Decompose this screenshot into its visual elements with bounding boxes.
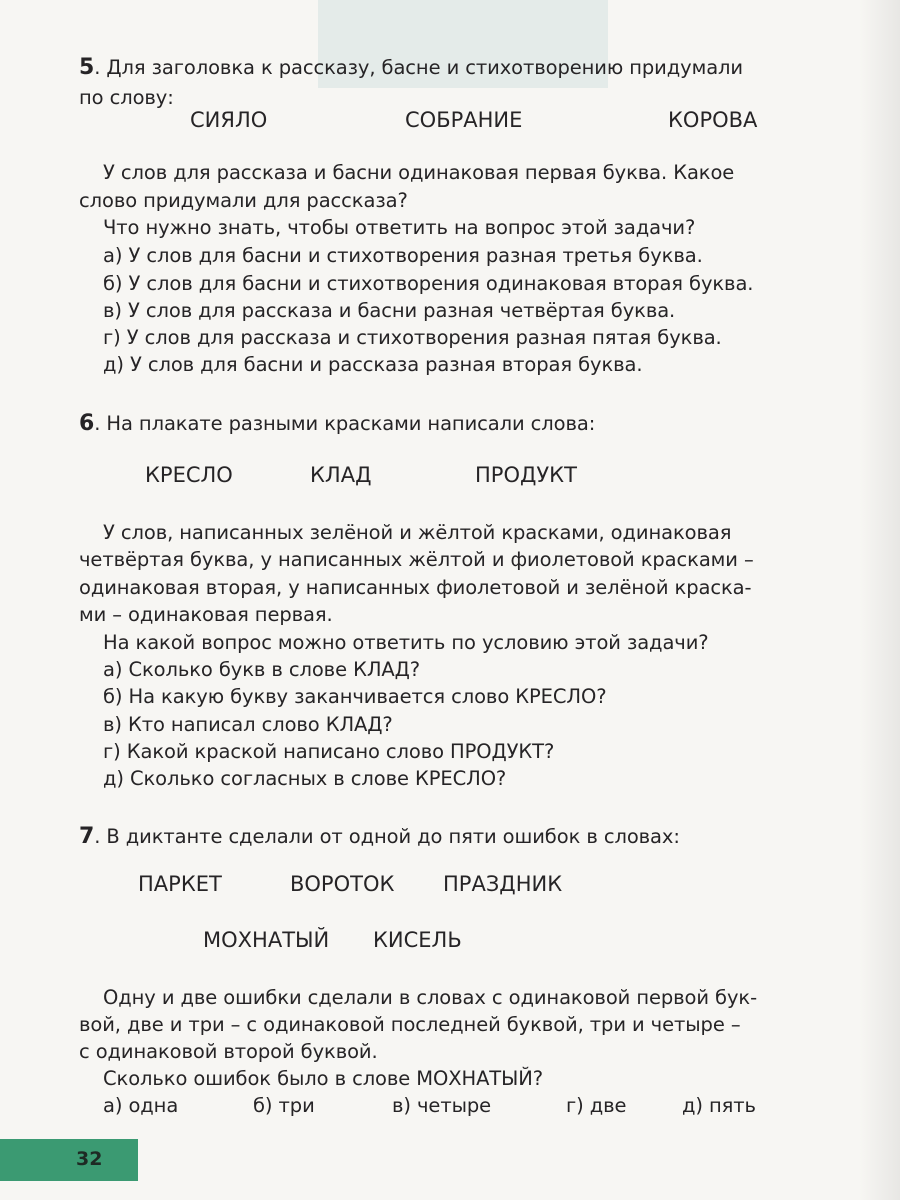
task7-option-g: г) две (566, 1094, 627, 1117)
task7-option-b: б) три (253, 1094, 315, 1117)
task6-number: 6 (79, 411, 95, 436)
page-number: 32 (76, 1148, 103, 1170)
task7-word-2: ВОРОТОК (290, 872, 395, 896)
task7-intro (79, 824, 680, 850)
task5-word-1: СИЯЛО (190, 108, 268, 132)
task7-condition-line1: Одну и две ошибки сделали в словах с одинаковой первой бук- (103, 986, 758, 1009)
task6-condition-line2: четвёртая буква, у написанных жёлтой и фиолетовой красками – (79, 548, 754, 571)
task7-condition-line3: с одинаковой второй буквой. (79, 1040, 378, 1063)
task7-word-4: МОХНАТЫЙ (203, 928, 330, 952)
task6-option-b: б) На какую букву заканчивается слово КРЕСЛО? (103, 685, 607, 708)
task7-word-3: ПРАЗДНИК (443, 872, 563, 896)
task5-intro-text: . Для заголовка к рассказу, басне и стихотворению придумали (94, 56, 743, 79)
task5-condition-line1: У слов для рассказа и басни одинаковая первая буква. Какое (103, 161, 735, 184)
task6-intro (79, 411, 595, 437)
task5-intro-line2: по слову: (79, 86, 174, 109)
task5-intro-line1 (79, 55, 743, 81)
task6-word-2: КЛАД (310, 463, 372, 487)
task7-option-v: в) четыре (392, 1094, 492, 1117)
task7-option-d: д) пять (682, 1094, 756, 1117)
task7-number: 7 (79, 824, 95, 849)
task7-word-1: ПАРКЕТ (138, 872, 222, 896)
task7-intro-text: . В диктанте сделали от одной до пяти ошибок в словах: (94, 825, 680, 848)
task6-option-a: а) Сколько букв в слове КЛАД? (103, 658, 421, 681)
task7-question: Сколько ошибок было в слове МОХНАТЫЙ? (103, 1067, 543, 1090)
task5-option-d: д) У слов для басни и рассказа разная вторая буква. (103, 353, 643, 376)
task6-word-3: ПРОДУКТ (475, 463, 577, 487)
task5-option-b: б) У слов для басни и стихотворения одинаковая вторая буква. (103, 272, 754, 295)
page-number-box (0, 1139, 138, 1181)
task6-condition-line1: У слов, написанных зелёной и жёлтой красками, одинаковая (103, 521, 732, 544)
task6-option-v: в) Кто написал слово КЛАД? (103, 713, 393, 736)
task5-word-2: СОБРАНИЕ (405, 108, 523, 132)
task5-option-g: г) У слов для рассказа и стихотворения разная пятая буква. (103, 326, 722, 349)
task6-word-1: КРЕСЛО (145, 463, 233, 487)
task5-number: 5 (79, 55, 95, 80)
task6-option-g: г) Какой краской написано слово ПРОДУКТ? (103, 740, 555, 763)
task5-word-3: КОРОВА (668, 108, 758, 132)
task6-condition-line3: одинаковая вторая, у написанных фиолетовой и зелёной краска- (79, 576, 752, 599)
task6-option-d: д) Сколько согласных в слове КРЕСЛО? (103, 767, 507, 790)
task6-condition-line4: ми – одинаковая первая. (79, 603, 333, 626)
task7-condition-line2: вой, две и три – с одинаковой последней буквой, три и четыре – (79, 1013, 741, 1036)
task6-intro-text: . На плакате разными красками написали слова: (94, 412, 596, 435)
task5-option-a: а) У слов для басни и стихотворения разная третья буква. (103, 244, 703, 267)
task6-question: На какой вопрос можно ответить по условию этой задачи? (103, 631, 709, 654)
task5-option-v: в) У слов для рассказа и басни разная четвёртая буква. (103, 299, 676, 322)
task5-condition-line2: слово придумали для рассказа? (79, 189, 408, 212)
task5-question: Что нужно знать, чтобы ответить на вопрос этой задачи? (103, 216, 696, 239)
task7-word-5: КИСЕЛЬ (373, 928, 462, 952)
page-edge-shadow (860, 0, 900, 1200)
task7-option-a: а) одна (103, 1094, 179, 1117)
